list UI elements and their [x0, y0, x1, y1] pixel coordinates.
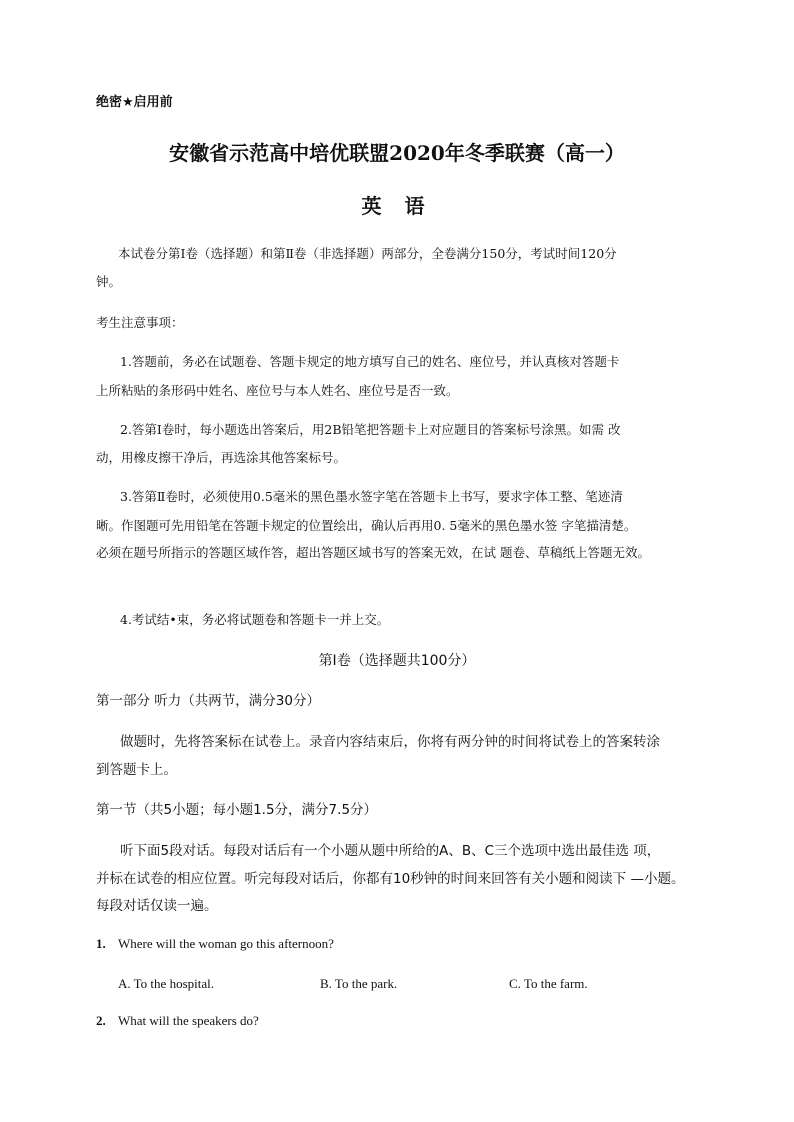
question-1: [96, 937, 334, 950]
intro-line-2: 钟。: [96, 274, 122, 289]
question-text: Where will the woman go this afternoon?: [118, 936, 334, 951]
exam-title: 安徽省示范高中培优联盟2020年冬季联赛（高一）: [169, 141, 625, 165]
subject-title: 英 语: [361, 194, 433, 218]
note-2-line-1: 2.答第Ⅰ卷时，每小题选出答案后，用2B铅笔把答题卡上对应题目的答案标号涂黑。如需 改: [120, 422, 621, 437]
listening-section-heading: 第一部分 听力（共两节，满分30分）: [96, 693, 320, 709]
question-number: 2.: [96, 1013, 106, 1028]
subsection-1-line-2: 并标在试卷的相应位置。听完每段对话后，你都有10秒钟的时间来回答有关小题和阅读下 —小题。: [96, 871, 685, 887]
notes-heading: 考生注意事项：: [96, 315, 184, 330]
listening-instructions-line-2: 到答题卡上。: [96, 762, 177, 778]
subsection-1-line-3: 每段对话仅读一遍。: [96, 898, 218, 914]
note-1-line-2: 上所粘贴的条形码中姓名、座位号与本人姓名、座位号是否一致。: [96, 383, 459, 398]
question-number: 1.: [96, 936, 106, 951]
note-4: 4.考试结•束，务必将试题卷和答题卡一并上交。: [120, 612, 390, 627]
subsection-1-line-1: 听下面5段对话。每段对话后有一个小题从题中所给的A、B、C三个选项中选出最佳选 项，: [120, 843, 661, 859]
note-3-line-1: 3.答第Ⅱ卷时，必须使用0.5毫米的黑色墨水签字笔在答题卡上书写，要求字体工整、笔迹清: [120, 489, 623, 504]
note-1-line-1: 1.答题前，务必在试题卷、答题卡规定的地方填写自己的姓名、座位号，并认真核对答题卡: [120, 354, 620, 369]
question-text: What will the speakers do?: [118, 1013, 259, 1028]
question-1-option-c: C. To the farm.: [509, 976, 588, 991]
intro-line-1: 本试卷分第Ⅰ卷（选择题）和第Ⅱ卷（非选择题）两部分，全卷满分150分，考试时间120分: [118, 246, 617, 261]
note-3-line-3: 必须在题号所指示的答题区域作答，超出答题区域书写的答案无效，在试 题卷、草稿纸上答题无效。: [96, 545, 650, 560]
subsection-1-heading: 第一节（共5小题；每小题1.5分，满分7.5分）: [96, 802, 378, 818]
question-1-option-a: A. To the hospital.: [118, 976, 214, 991]
part-1-title: 第Ⅰ卷（选择题共100分）: [318, 653, 476, 669]
listening-instructions-line-1: 做题时，先将答案标在试卷上。录音内容结束后，你将有两分钟的时间将试卷上的答案转涂: [120, 734, 660, 750]
question-2: [96, 1014, 259, 1027]
note-3-line-2: 晰。作图题可先用铅笔在答题卡规定的位置绘出，确认后再用0. 5毫米的黑色墨水签 字笔描清楚。: [96, 518, 637, 533]
confidential-label: 绝密★启用前: [96, 95, 173, 110]
question-1-option-b: B. To the park.: [320, 976, 398, 991]
note-2-line-2: 动，用橡皮擦干净后，再选涂其他答案标号。: [96, 450, 347, 465]
